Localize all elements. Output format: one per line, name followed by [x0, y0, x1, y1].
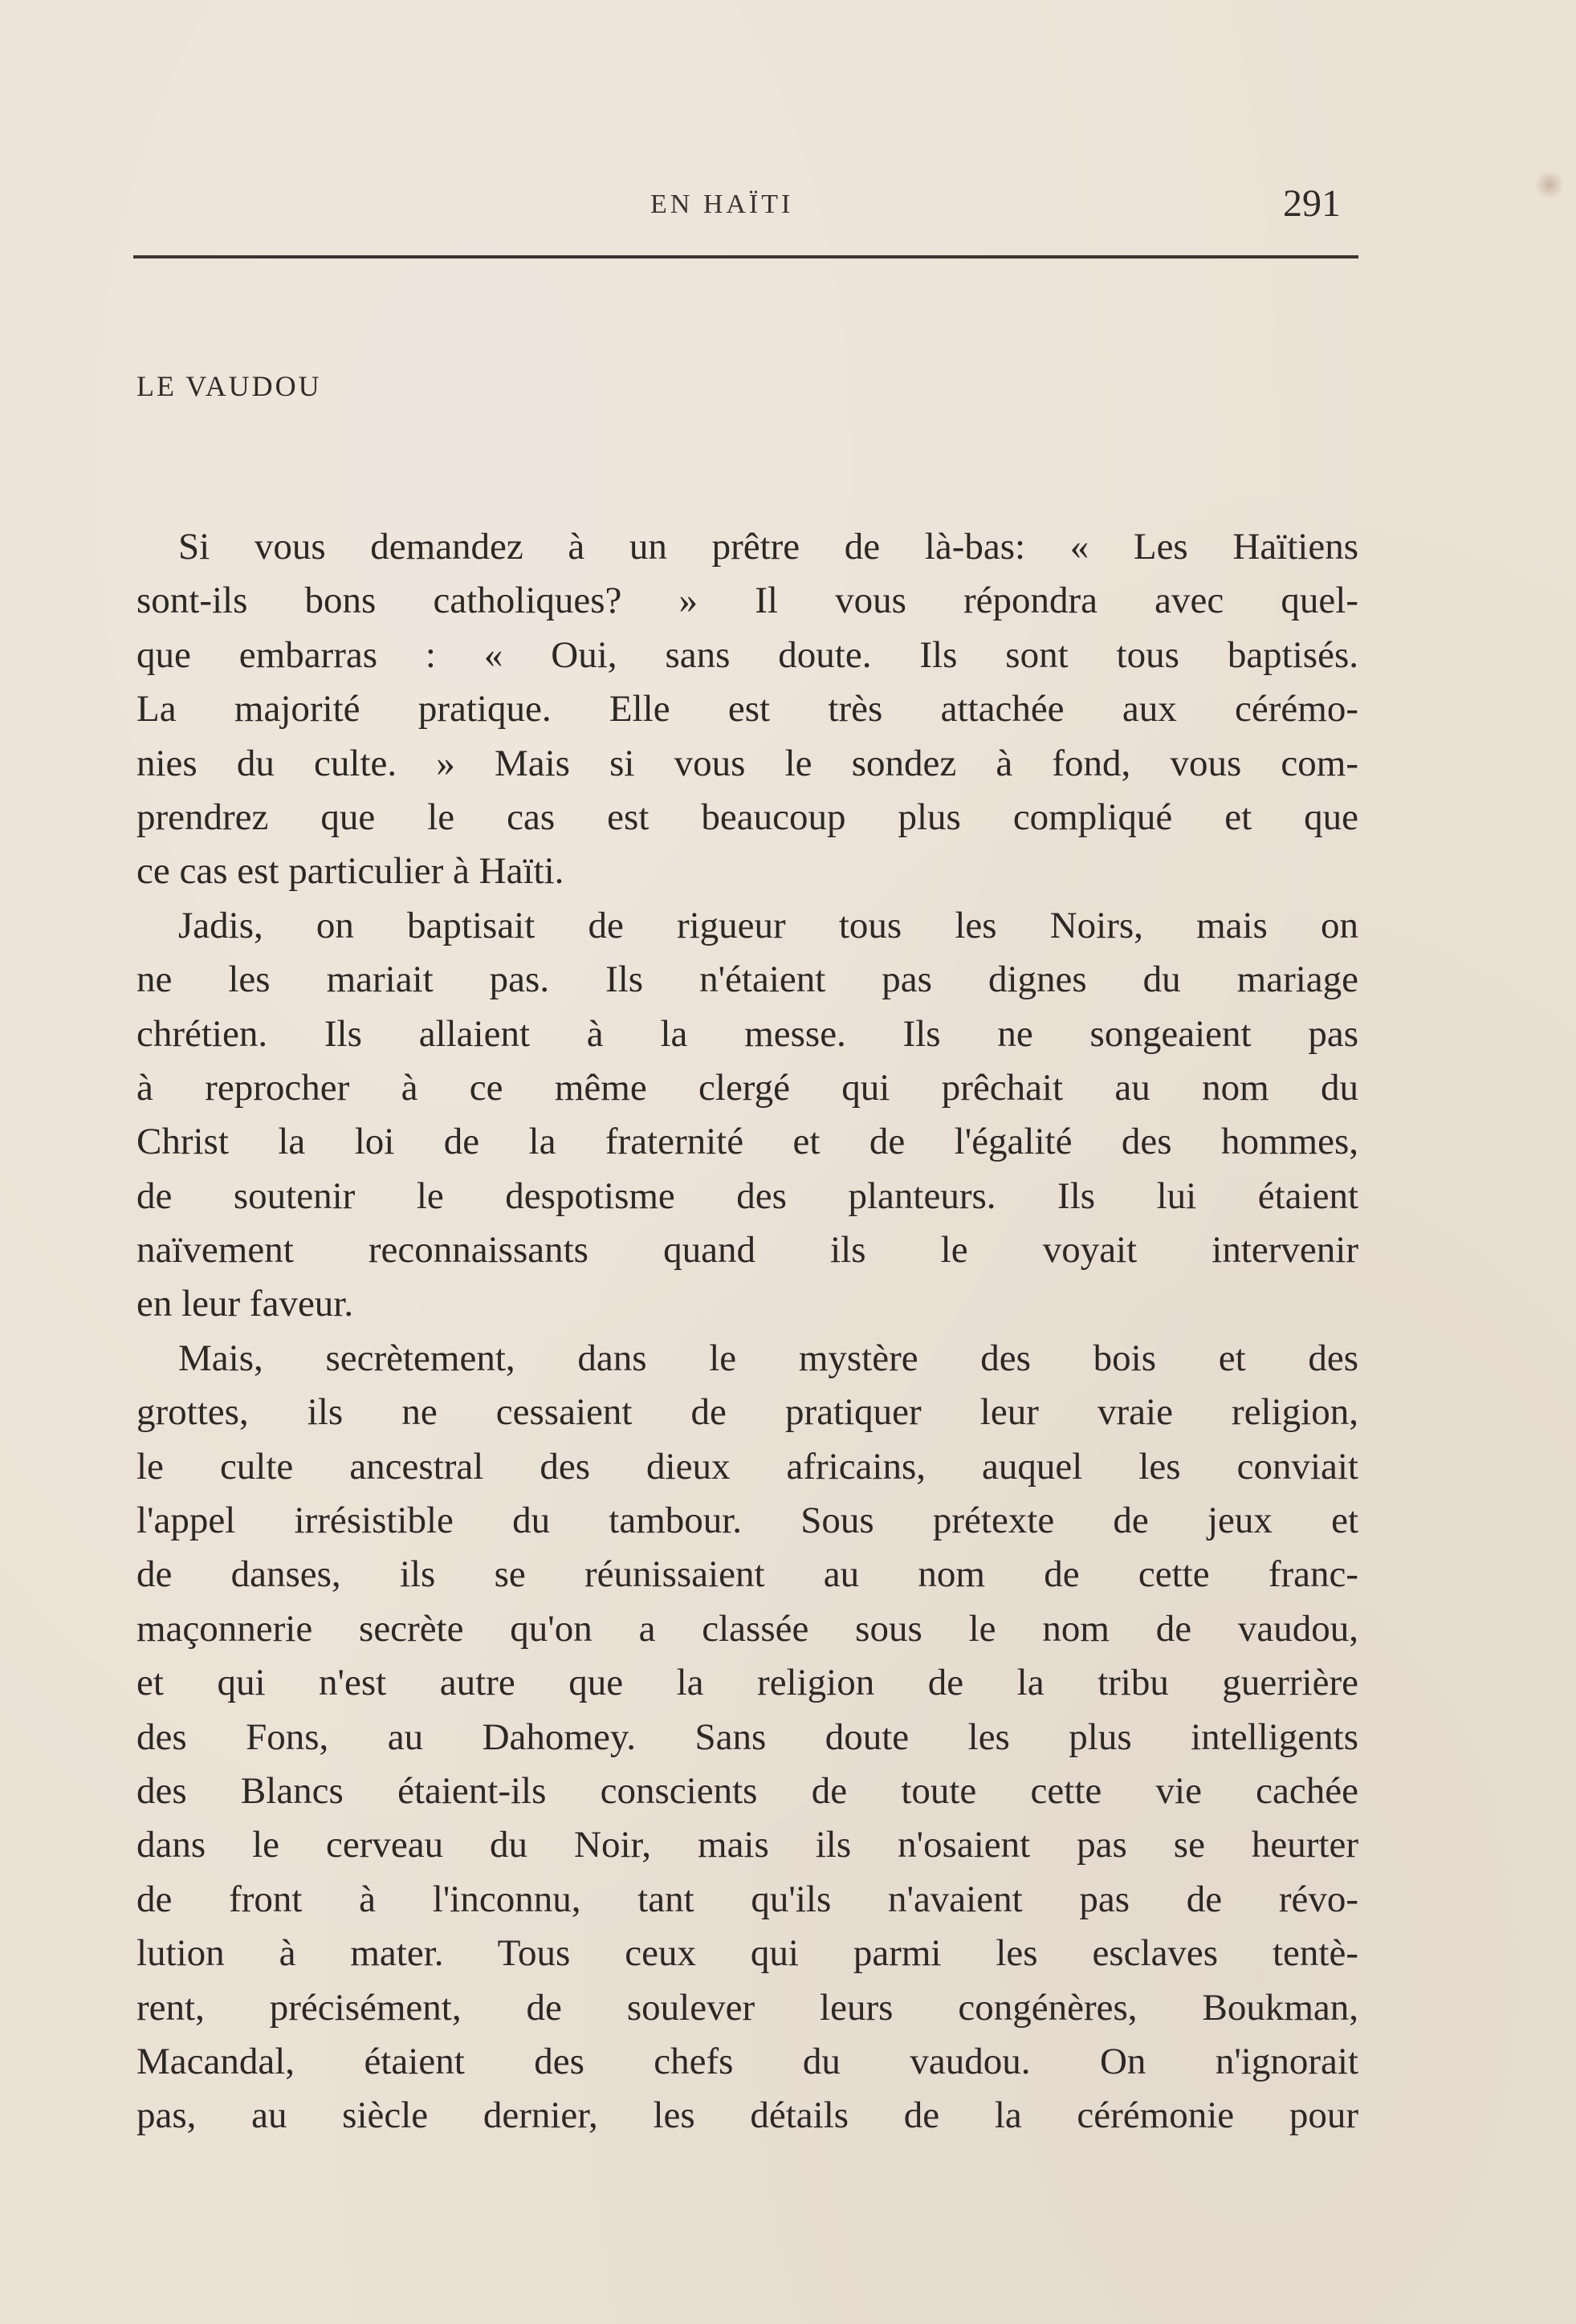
- page-number: 291: [1283, 182, 1341, 225]
- text-line: et qui n'est autre que la religion de la tribu guerrière: [136, 1662, 1358, 1704]
- text-line: chrétien. Ils allaient à la messe. Ils ne songeaient pas: [136, 1012, 1358, 1055]
- header-rule: [133, 255, 1358, 258]
- text-line: Macandal, étaient des chefs du vaudou. On n'ignorait: [136, 2040, 1358, 2082]
- text-line: pas, au siècle dernier, les détails de la cérémonie pour: [136, 2094, 1358, 2137]
- text-line: de soutenir le despotisme des planteurs. Ils lui étaient: [136, 1174, 1358, 1217]
- section-title: LE VAUDOU: [136, 370, 322, 402]
- paper-stain: [1535, 170, 1564, 199]
- text-line: des Blancs étaient-ils conscients de toute cette vie cachée: [136, 1769, 1358, 1812]
- text-line: La majorité pratique. Elle est très attachée aux cérémo-: [136, 688, 1358, 731]
- text-line: maçonnerie secrète qu'on a classée sous le nom de vaudou,: [136, 1607, 1358, 1650]
- text-line: de danses, ils se réunissaient au nom de cette franc-: [136, 1553, 1358, 1596]
- text-line: de front à l'inconnu, tant qu'ils n'avaient pas de révo-: [136, 1878, 1358, 1920]
- text-line: Mais, secrètement, dans le mystère des bois et des: [178, 1337, 1358, 1379]
- text-line: que embarras : « Oui, sans doute. Ils sont tous baptisés.: [136, 633, 1358, 676]
- text-line: rent, précisément, de soulever leurs congénères, Boukman,: [136, 1986, 1358, 2029]
- running-head: EN HAÏTI: [650, 189, 794, 219]
- text-line: des Fons, au Dahomey. Sans doute les plus intelligents: [136, 1716, 1358, 1758]
- text-line: ce cas est particulier à Haïti.: [136, 850, 564, 893]
- text-line: prendrez que le cas est beaucoup plus compliqué et que: [136, 796, 1358, 838]
- text-line: Si vous demandez à un prêtre de là-bas: « Les Haïtiens: [178, 526, 1358, 568]
- text-line: en leur faveur.: [136, 1283, 354, 1325]
- text-line: lution à mater. Tous ceux qui parmi les esclaves tentè-: [136, 1932, 1358, 1975]
- text-line: nies du culte. » Mais si vous le sondez à fond, vous com-: [136, 742, 1358, 784]
- text-line: le culte ancestral des dieux africains, auquel les conviait: [136, 1445, 1358, 1488]
- text-line: à reprocher à ce même clergé qui prêchait au nom du: [136, 1066, 1358, 1109]
- text-line: naïvement reconnaissants quand ils le voyait intervenir: [136, 1229, 1358, 1272]
- text-line: sont-ils bons catholiques? » Il vous répondra avec quel-: [136, 580, 1358, 622]
- text-line: Jadis, on baptisait de rigueur tous les Noirs, mais on: [178, 904, 1358, 946]
- text-line: Christ la loi de la fraternité et de l'égalité des hommes,: [136, 1121, 1358, 1163]
- text-line: grottes, ils ne cessaient de pratiquer leur vraie religion,: [136, 1391, 1358, 1434]
- text-line: l'appel irrésistible du tambour. Sous prétexte de jeux et: [136, 1500, 1358, 1542]
- body-text: [136, 520, 1358, 2143]
- text-line: dans le cerveau du Noir, mais ils n'osaient pas se heurter: [136, 1824, 1358, 1866]
- text-line: ne les mariait pas. Ils n'étaient pas dignes du mariage: [136, 958, 1358, 1001]
